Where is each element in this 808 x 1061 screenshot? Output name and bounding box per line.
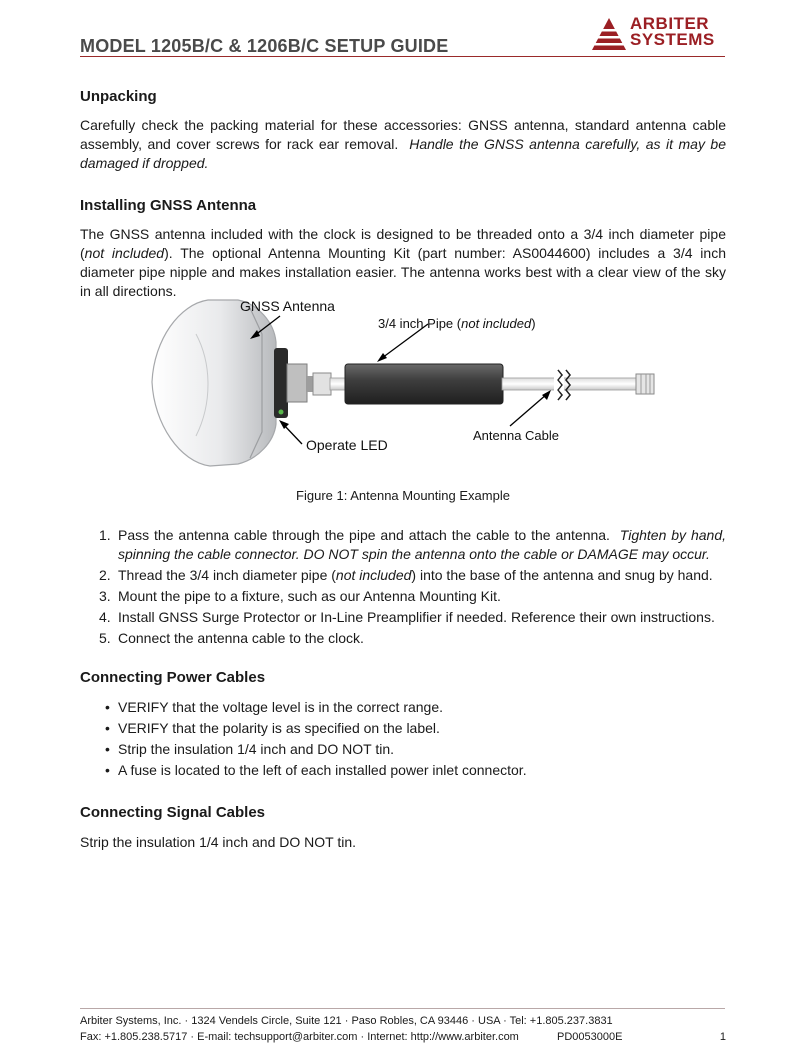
arbiter-logo [590, 16, 726, 54]
antenna-mounting-figure [150, 294, 660, 469]
unpacking-paragraph [80, 116, 726, 173]
antenna-illustration [150, 294, 660, 469]
bullet-dot: • [105, 699, 110, 715]
step-number: 1. [99, 527, 111, 543]
gnss-antenna-shape [152, 300, 316, 466]
end-connector-shape [636, 374, 654, 394]
step-text: Install GNSS Surge Protector or In-Line Preamplifier if needed. Reference their own instructions. [118, 609, 715, 625]
footer-contact-text: Fax: +1.805.238.5717 · E-mail: techsupport@arbiter.com · Internet: http://www.arbiter.com [80, 1031, 519, 1043]
installing-not-included: not included [84, 245, 165, 261]
cable-segment-left [330, 378, 346, 390]
list-item [80, 608, 726, 627]
cable-connector-shape [313, 373, 331, 395]
footer-divider [80, 1008, 725, 1009]
installation-steps [80, 526, 726, 650]
power-heading: Connecting Power Cables [80, 669, 266, 686]
bullet-text: VERIFY that the voltage level is in the correct range. [118, 699, 444, 715]
step-text-b: ) into the base of the antenna and snug by hand. [411, 567, 713, 583]
installing-text-b: ). The optional Antenna Mounting Kit (part number: AS0044600) includes a 3/4 inch diameter pipe nipple and makes installation easier. The antenna works best with a clear view of the sky in all directions. [80, 245, 726, 299]
bullet-text: VERIFY that the polarity is as specified on the label. [118, 720, 440, 736]
step-warning: Tighten by hand, spinning the cable connector. DO NOT spin the antenna onto the cable or DAMAGE may occur. [118, 527, 726, 562]
label-pipe-a: 3/4 inch Pipe ( [378, 316, 462, 331]
label-pipe [378, 316, 536, 331]
document-code: PD0053000E [557, 1031, 623, 1043]
logo-line-1: ARBITER [630, 14, 710, 33]
list-item [80, 629, 726, 648]
antenna-cable-shape [502, 378, 640, 390]
step-text: Connect the antenna cable to the clock. [118, 630, 364, 646]
step-number: 2. [99, 567, 111, 583]
installing-heading: Installing GNSS Antenna [80, 197, 257, 214]
label-pipe-italic: not included [461, 316, 532, 331]
label-antenna-cable: Antenna Cable [473, 428, 560, 443]
installing-text-a: The GNSS antenna included with the clock is designed to be threaded onto a 3/4 inch diameter pipe ( [80, 226, 726, 261]
signal-heading: Connecting Signal Cables [80, 804, 266, 821]
bullet-text: Strip the insulation 1/4 inch and DO NOT tin. [118, 741, 394, 757]
arbiter-logo-mark-icon [590, 16, 628, 52]
step-number: 4. [99, 609, 111, 625]
step-number: 5. [99, 630, 111, 646]
page-title: MODEL 1205B/C & 1206B/C SETUP GUIDE [80, 36, 449, 56]
step-text: Pass the antenna cable through the pipe and attach the cable to the antenna. [118, 527, 610, 543]
installing-paragraph [80, 225, 726, 301]
page-number: 1 [719, 1031, 726, 1043]
bullet-dot: • [105, 720, 110, 736]
bullet-dot: • [105, 741, 110, 757]
list-item [80, 740, 726, 759]
step-number: 3. [99, 588, 111, 604]
step-text-a: Thread the 3/4 inch diameter pipe ( [118, 567, 336, 583]
list-item [80, 566, 726, 585]
list-item [80, 587, 726, 606]
step-not-included: not included [335, 567, 412, 583]
unpacking-heading: Unpacking [80, 88, 157, 105]
logo-wordmark [630, 16, 715, 48]
logo-line-2: SYSTEMS [630, 30, 715, 49]
list-item [80, 698, 726, 717]
label-pipe-b: ) [531, 316, 536, 331]
power-bullets [80, 698, 726, 782]
unpacking-warning: Handle the GNSS antenna carefully, as it may be damaged if dropped. [80, 136, 726, 171]
header-divider [80, 56, 725, 57]
list-item [80, 526, 726, 564]
bullet-dot: • [105, 762, 110, 778]
footer-address: Arbiter Systems, Inc. · 1324 Vendels Circle, Suite 121 · Paso Robles, CA 93446 · USA · Tel: +1.805.237.3831 [80, 1015, 613, 1027]
figure-caption: Figure 1: Antenna Mounting Example [296, 488, 510, 503]
signal-paragraph: Strip the insulation 1/4 inch and DO NOT tin. [80, 834, 356, 850]
list-item [80, 719, 726, 738]
footer-contact [80, 1031, 726, 1043]
step-text: Mount the pipe to a fixture, such as our Antenna Mounting Kit. [118, 588, 501, 604]
bullet-text: A fuse is located to the left of each installed power inlet connector. [118, 762, 527, 778]
unpacking-text: Carefully check the packing material for these accessories: GNSS antenna, standard antenna cable assembly, and cover screws for rack ear removal. [80, 117, 726, 152]
label-operate-led: Operate LED [306, 437, 388, 453]
pipe-shape [345, 364, 503, 404]
list-item [80, 761, 726, 780]
label-gnss-antenna: GNSS Antenna [240, 298, 335, 314]
